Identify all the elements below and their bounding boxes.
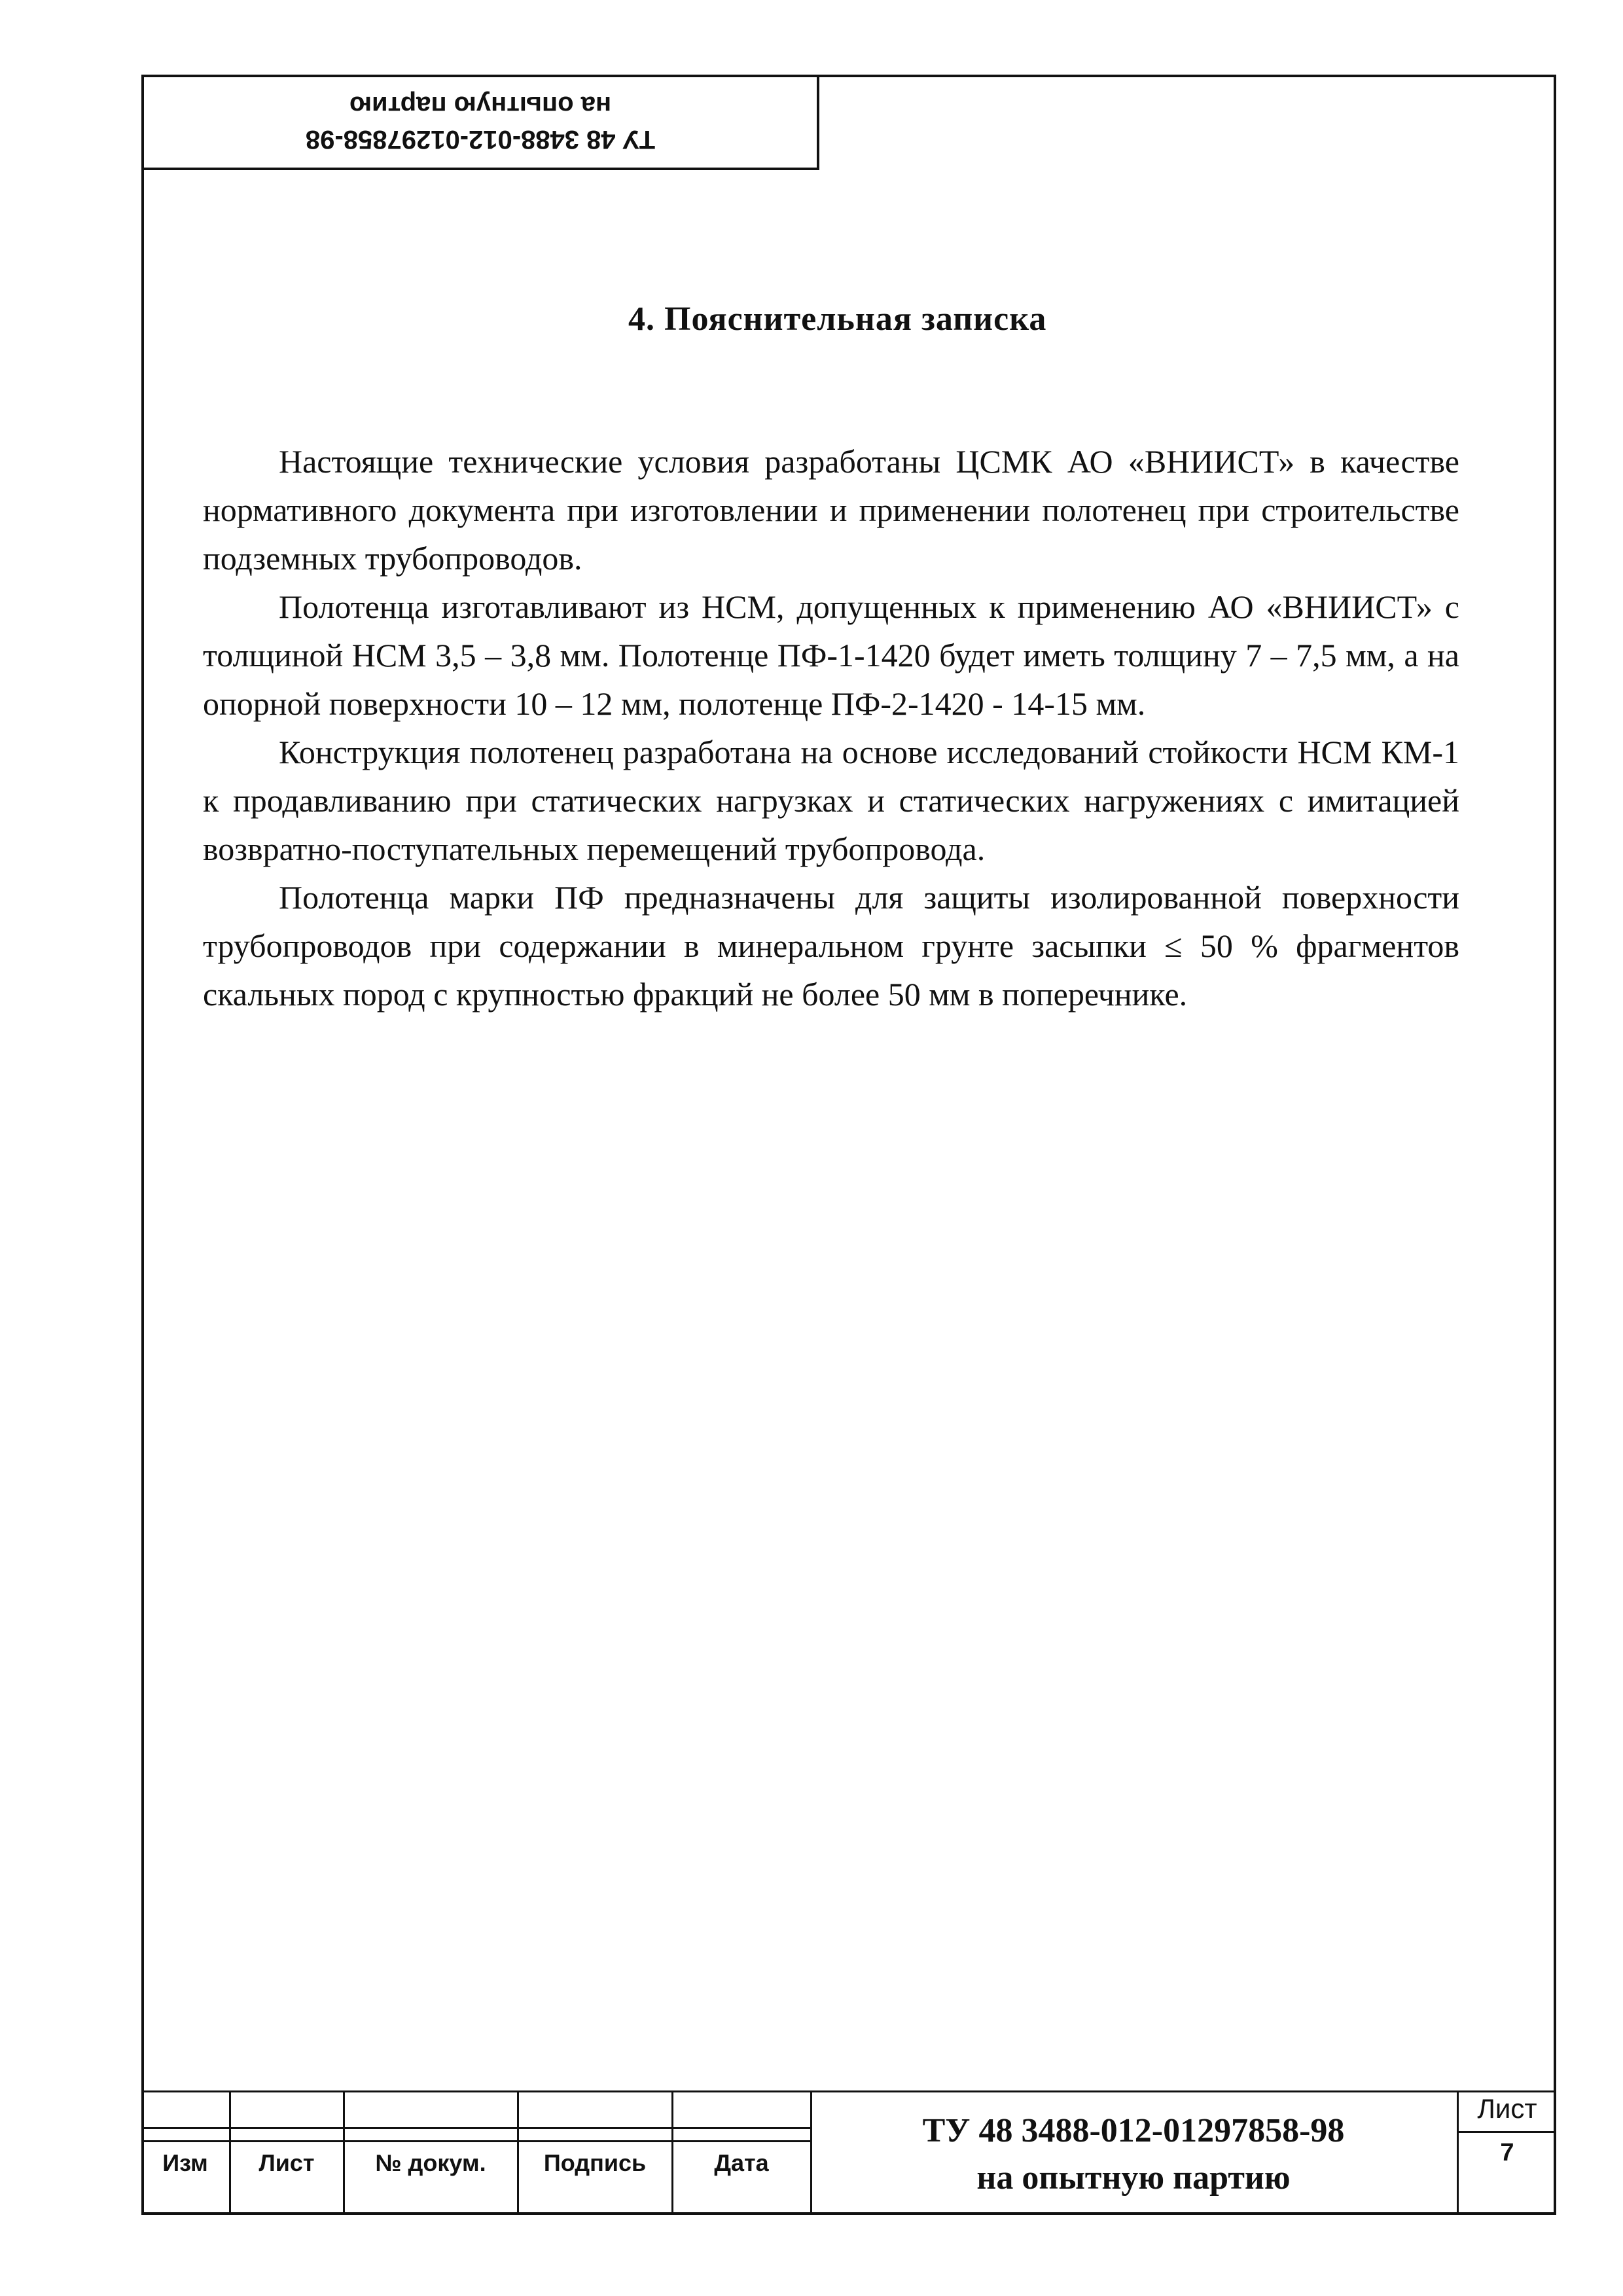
paragraph: Настоящие технические условия разработаны ЦСМК АО «ВНИИСТ» в качестве нормативного документа при изготовлении и применении полотенец при строительстве подземных трубопроводов. bbox=[203, 443, 1459, 577]
column-label-date: Дата bbox=[714, 2149, 769, 2176]
column-label-izm: Изм bbox=[162, 2149, 208, 2176]
paragraph: Конструкция полотенец разработана на основе исследований стойкости НСМ КМ-1 к продавливанию при статических нагрузках и статических нагружениях с имитацией возвратно-поступательных перемещений трубопровода. bbox=[203, 734, 1459, 867]
paragraph: Полотенца изготавливают из НСМ, допущенных к применению АО «ВНИИСТ» с толщиной НСМ 3,5 – 3,8 мм. Полотенце ПФ-1-1420 будет иметь толщину 7 – 7,5 мм, а на опорной поверхности 10 – 12 мм, полотенце ПФ-2-1420 - 14-15 мм. bbox=[203, 588, 1459, 722]
sheet-cell-rule bbox=[1457, 2131, 1556, 2133]
stamp-document-code: ТУ 48 3488-012-01297858-98 bbox=[305, 125, 656, 154]
section-heading: 4. Пояснительная записка bbox=[628, 300, 1047, 338]
note-body bbox=[203, 437, 1459, 1018]
paragraph: Полотенца марки ПФ предназначены для защиты изолированной поверхности трубопроводов при содержании в минеральном грунте засыпки ≤ 50 % фрагментов скальных пород с крупностью фракций не более 50 мм в поперечнике. bbox=[203, 879, 1459, 1013]
column-label-list: Лист bbox=[259, 2149, 315, 2176]
title-block-row-rule bbox=[141, 2127, 812, 2129]
document-code: ТУ 48 3488-012-01297858-98 bbox=[922, 2112, 1345, 2149]
top-stamp bbox=[141, 75, 819, 170]
stamp-batch-note: на опытную партию bbox=[349, 91, 612, 120]
column-label-doc-number: № докум. bbox=[375, 2149, 486, 2176]
page-frame bbox=[141, 75, 1556, 2215]
sheet-number: 7 bbox=[1500, 2139, 1514, 2166]
document-batch-note: на опытную партию bbox=[976, 2159, 1291, 2197]
title-block-top-rule bbox=[141, 2090, 1556, 2092]
sheet-label: Лист bbox=[1477, 2093, 1537, 2124]
column-label-signature: Подпись bbox=[543, 2149, 647, 2176]
